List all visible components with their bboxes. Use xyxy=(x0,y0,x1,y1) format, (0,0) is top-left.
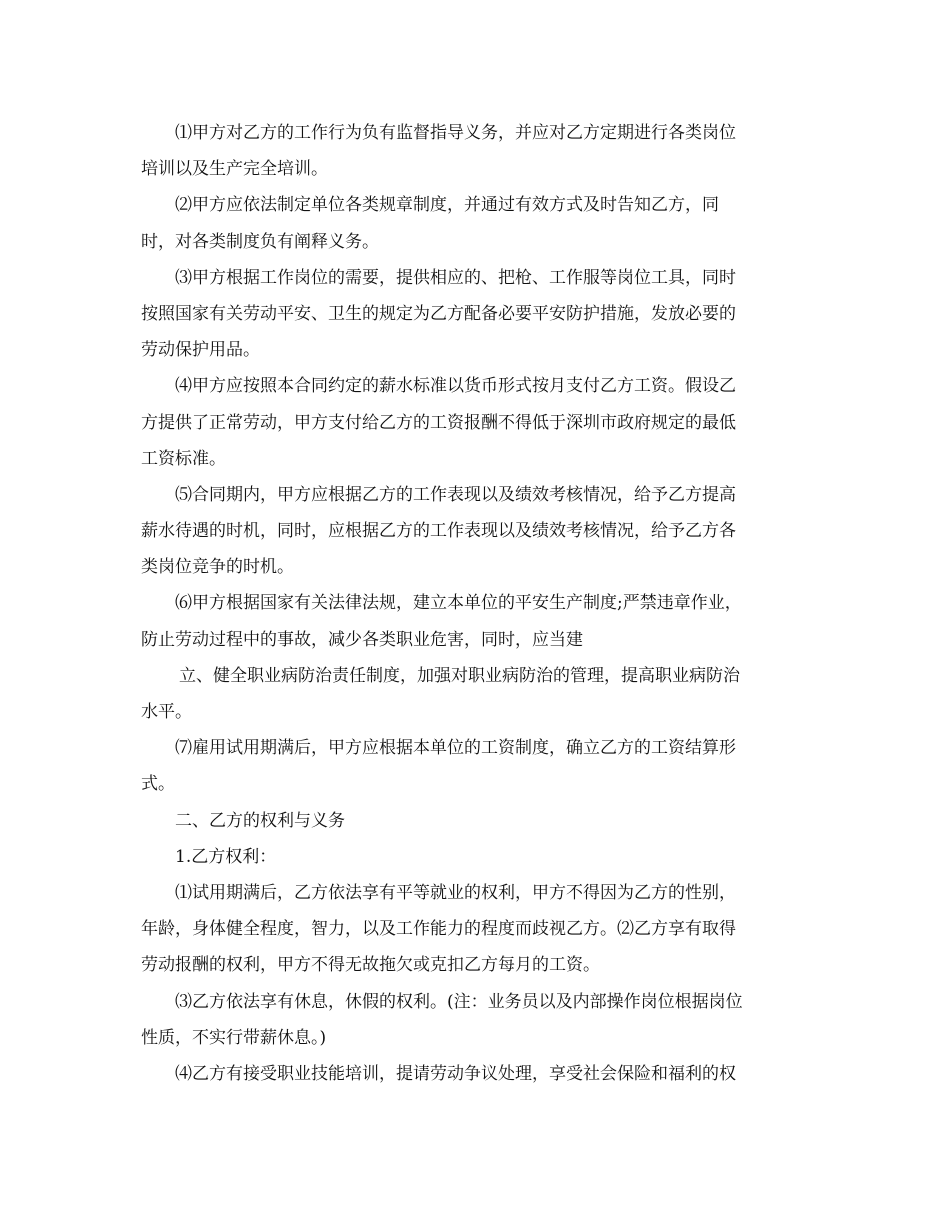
text-line: 薪水待遇的时机，同时，应根据乙方的工作表现以及绩效考核情况，给予乙方各 xyxy=(141,521,736,542)
text-line: 式。 xyxy=(141,774,175,795)
text-line: ⑺雇用试用期满后，甲方应根据本单位的工资制度，确立乙方的工资结算形 xyxy=(175,738,736,759)
text-line: 类岗位竞争的时机。 xyxy=(141,557,294,578)
text-line: ⑶甲方根据工作岗位的需要，提供相应的、把枪、工作服等岗位工具，同时 xyxy=(175,267,736,288)
text-line: ⑵甲方应依法制定单位各类规章制度，并通过有效方式及时告知乙方，同 xyxy=(175,195,719,216)
text-line: ⑸合同期内，甲方应根据乙方的工作表现以及绩效考核情况，给予乙方提高 xyxy=(175,484,736,505)
text-line: 防止劳动过程中的事故，减少各类职业危害，同时，应当建 xyxy=(141,629,583,650)
text-line: 立、健全职业病防治责任制度，加强对职业病防治的管理，提高职业病防治 xyxy=(179,665,740,686)
text-line: ⑴试用期满后，乙方依法享有平等就业的权利，甲方不得因为乙方的性别， xyxy=(175,882,736,903)
document-body xyxy=(141,115,804,1092)
text-line: ⑷甲方应按照本合同约定的薪水标准以货币形式按月支付乙方工资。假设乙 xyxy=(175,376,736,397)
section-heading: 二、乙方的权利与义务 xyxy=(175,810,345,831)
text-line: 方提供了正常劳动，甲方支付给乙方的工资报酬不得低于深圳市政府规定的最低 xyxy=(141,412,736,433)
text-line: 劳动保护用品。 xyxy=(141,340,260,361)
text-line: ⑷乙方有接受职业技能培训，提请劳动争议处理，享受社会保险和福利的权 xyxy=(175,1063,736,1084)
text-line: ⑶乙方依法享有休息，休假的权利。(注：业务员以及内部操作岗位根据岗位 xyxy=(175,991,743,1012)
text-line: 按照国家有关劳动平安、卫生的规定为乙方配备必要平安防护措施，发放必要的 xyxy=(141,303,736,324)
text-line: 时，对各类制度负有阐释义务。 xyxy=(141,231,379,252)
text-line: 年龄，身体健全程度，智力，以及工作能力的程度而歧视乙方。⑵乙方享有取得 xyxy=(141,919,736,940)
text-line: 培训以及生产完全培训。 xyxy=(141,159,328,180)
text-line: 工资标准。 xyxy=(141,448,226,469)
text-line: 劳动报酬的权利，甲方不得无故拖欠或克扣乙方每月的工资。 xyxy=(141,955,600,976)
text-line: 水平。 xyxy=(141,702,192,722)
text-line: 性质，不实行带薪休息。) xyxy=(141,1027,327,1048)
text-line: ⑹甲方根据国家有关法律法规，建立本单位的平安生产制度;严禁违章作业， xyxy=(175,593,742,614)
subsection-heading: 1.乙方权利： xyxy=(175,846,277,867)
text-line: ⑴甲方对乙方的工作行为负有监督指导义务，并应对乙方定期进行各类岗位 xyxy=(175,123,736,143)
